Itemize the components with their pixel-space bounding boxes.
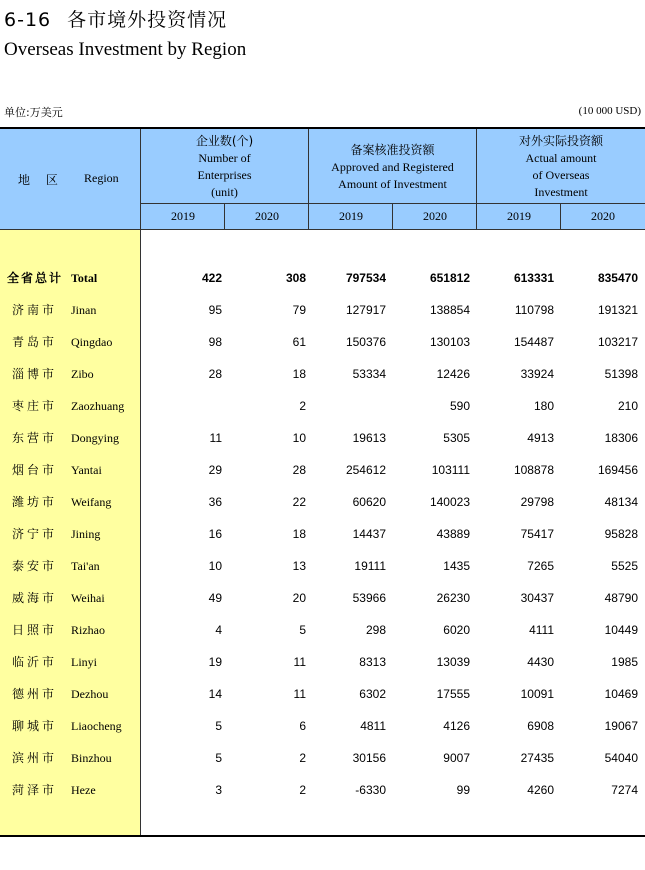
table-row — [0, 430, 645, 462]
region-name-cn: 临沂市 — [12, 655, 58, 669]
cell-actual-2019: 4260 — [527, 783, 554, 797]
region-name-en: Heze — [71, 783, 96, 797]
region-name-en: Tai'an — [71, 559, 100, 573]
cell-approved-2020: 5305 — [443, 431, 470, 445]
region-name-cn: 泰安市 — [12, 559, 58, 573]
header-enterprises-en3: (unit) — [211, 185, 238, 199]
region-name-en: Rizhao — [71, 623, 105, 637]
cell-actual-2019: 75417 — [520, 527, 554, 541]
header-enterprises — [141, 133, 308, 201]
cell-enterprises-2019: 4 — [215, 623, 222, 637]
cell-enterprises-2020: 11 — [293, 687, 306, 701]
year-header: 2020 — [591, 209, 615, 223]
cell-actual-2019: 6908 — [527, 719, 554, 733]
cell-enterprises-2020: 6 — [299, 719, 306, 733]
cell-enterprises-2020: 22 — [292, 495, 306, 509]
header-approved-investment — [309, 142, 476, 193]
unit-label-en: (10 000 USD) — [578, 105, 641, 117]
table-row — [0, 526, 645, 558]
region-name-cn: 潍坊市 — [12, 495, 58, 509]
region-name-en: Dongying — [71, 431, 119, 445]
header-approved-en2: Amount of Investment — [338, 177, 447, 191]
year-header: 2020 — [423, 209, 447, 223]
region-name-en: Total — [71, 271, 98, 285]
cell-approved-2020: 13039 — [436, 655, 470, 669]
table-title-cn — [4, 5, 227, 32]
year-header: 2019 — [339, 209, 363, 223]
cell-approved-2019: 19111 — [354, 559, 386, 573]
divider — [140, 203, 645, 204]
divider — [0, 229, 645, 230]
cell-actual-2019: 110798 — [514, 303, 554, 317]
cell-actual-2019: 154487 — [513, 335, 554, 349]
cell-enterprises-2019: 14 — [208, 687, 222, 701]
region-name-cn: 济宁市 — [12, 527, 58, 541]
cell-actual-2020: 51398 — [604, 367, 638, 381]
table-title-en: Overseas Investment by Region — [4, 39, 247, 60]
header-enterprises-en2: Enterprises — [197, 168, 252, 182]
cell-enterprises-2019: 5 — [215, 719, 222, 733]
cell-enterprises-2020: 5 — [299, 623, 306, 637]
cell-approved-2019: -6330 — [355, 783, 386, 797]
cell-approved-2019: 797534 — [345, 271, 386, 285]
cell-actual-2020: 95828 — [604, 527, 638, 541]
cell-enterprises-2019: 10 — [208, 559, 222, 573]
cell-enterprises-2020: 18 — [292, 527, 306, 541]
cell-enterprises-2019: 19 — [208, 655, 222, 669]
cell-enterprises-2019: 3 — [215, 783, 222, 797]
region-name-cn: 烟台市 — [12, 463, 58, 477]
cell-actual-2020: 835470 — [597, 271, 638, 285]
top-rule — [0, 127, 645, 129]
cell-enterprises-2020: 2 — [299, 399, 306, 413]
cell-actual-2020: 18306 — [604, 431, 638, 445]
cell-approved-2020: 140023 — [429, 495, 470, 509]
cell-approved-2020: 6020 — [443, 623, 470, 637]
table-row — [0, 782, 645, 814]
cell-actual-2020: 5525 — [611, 559, 638, 573]
cell-actual-2020: 191321 — [597, 303, 638, 317]
table-row — [0, 654, 645, 686]
cell-enterprises-2020: 308 — [285, 271, 306, 285]
cell-approved-2019: 30156 — [352, 751, 386, 765]
table-row — [0, 622, 645, 654]
table-row — [0, 750, 645, 782]
cell-approved-2019: 60620 — [352, 495, 386, 509]
cell-enterprises-2019: 98 — [208, 335, 222, 349]
cell-approved-2020: 99 — [456, 783, 470, 797]
year-header: 2019 — [507, 209, 531, 223]
cell-enterprises-2020: 2 — [299, 751, 306, 765]
region-name-cn: 日照市 — [12, 623, 58, 637]
cell-enterprises-2020: 79 — [292, 303, 306, 317]
region-name-en: Zaozhuang — [71, 399, 125, 413]
table-row — [0, 494, 645, 526]
region-name-cn: 聊城市 — [12, 719, 58, 733]
cell-actual-2019: 613331 — [513, 271, 554, 285]
cell-approved-2020: 26230 — [436, 591, 470, 605]
region-header-en: Region — [84, 171, 119, 185]
region-header-cn: 地 区 — [18, 173, 64, 187]
cell-enterprises-2020: 28 — [292, 463, 306, 477]
cell-actual-2020: 19067 — [604, 719, 638, 733]
header-approved-en1: Approved and Registered — [331, 160, 454, 174]
header-approved-cn: 备案核准投资额 — [350, 143, 435, 157]
table-row — [0, 302, 645, 334]
cell-actual-2020: 48790 — [604, 591, 638, 605]
cell-approved-2020: 12426 — [436, 367, 470, 381]
table-row — [0, 462, 645, 494]
cell-enterprises-2019: 422 — [201, 271, 222, 285]
cell-actual-2020: 1985 — [611, 655, 638, 669]
cell-actual-2019: 29798 — [520, 495, 554, 509]
region-name-cn: 济南市 — [12, 303, 58, 317]
cell-actual-2020: 7274 — [611, 783, 638, 797]
table-row — [0, 590, 645, 622]
cell-actual-2020: 10449 — [604, 623, 638, 637]
cell-actual-2020: 48134 — [604, 495, 638, 509]
cell-approved-2019: 19613 — [352, 431, 386, 445]
cell-actual-2019: 4111 — [529, 623, 554, 637]
cell-enterprises-2020: 61 — [292, 335, 306, 349]
cell-approved-2020: 103111 — [431, 463, 470, 477]
header-actual-en3: Investment — [534, 185, 588, 199]
region-name-cn: 全省总计 — [7, 271, 64, 285]
cell-actual-2019: 27435 — [520, 751, 554, 765]
cell-actual-2020: 10469 — [604, 687, 638, 701]
cell-enterprises-2020: 20 — [292, 591, 306, 605]
table-row — [0, 366, 645, 398]
region-name-en: Weihai — [71, 591, 105, 605]
cell-actual-2020: 169456 — [597, 463, 638, 477]
cell-enterprises-2020: 10 — [292, 431, 306, 445]
cell-enterprises-2019: 49 — [208, 591, 222, 605]
table-row — [0, 334, 645, 366]
region-name-en: Jining — [71, 527, 101, 541]
table-row-total — [0, 270, 645, 302]
cell-approved-2020: 17555 — [436, 687, 470, 701]
table-title-cn-text: 各市境外投资情况 — [67, 9, 228, 31]
cell-approved-2020: 130103 — [429, 335, 470, 349]
cell-approved-2019: 53334 — [352, 367, 386, 381]
cell-actual-2019: 108878 — [513, 463, 554, 477]
cell-approved-2019: 254612 — [345, 463, 386, 477]
year-header: 2020 — [255, 209, 279, 223]
cell-actual-2019: 7265 — [527, 559, 554, 573]
region-name-cn: 威海市 — [12, 591, 58, 605]
region-name-cn: 菏泽市 — [12, 783, 58, 797]
cell-approved-2020: 138854 — [429, 303, 470, 317]
header-actual-en1: Actual amount — [525, 151, 597, 165]
cell-enterprises-2020: 13 — [292, 559, 306, 573]
cell-enterprises-2019: 29 — [208, 463, 222, 477]
header-actual-cn: 对外实际投资额 — [518, 134, 603, 148]
year-header: 2019 — [171, 209, 195, 223]
header-enterprises-cn: 企业数(个) — [195, 134, 254, 148]
region-name-cn: 枣庄市 — [12, 399, 58, 413]
cell-approved-2019: 127917 — [345, 303, 386, 317]
cell-approved-2020: 4126 — [443, 719, 470, 733]
region-name-cn: 滨州市 — [12, 751, 58, 765]
cell-actual-2020: 103217 — [597, 335, 638, 349]
cell-actual-2019: 30437 — [520, 591, 554, 605]
region-name-cn: 青岛市 — [12, 335, 58, 349]
cell-enterprises-2019: 28 — [208, 367, 222, 381]
cell-actual-2019: 4913 — [527, 431, 554, 445]
region-name-en: Weifang — [71, 495, 112, 509]
cell-approved-2020: 1435 — [443, 559, 470, 573]
cell-approved-2020: 43889 — [436, 527, 470, 541]
region-name-cn: 淄博市 — [12, 367, 58, 381]
cell-enterprises-2020: 2 — [299, 783, 306, 797]
cell-approved-2019: 6302 — [359, 687, 386, 701]
cell-approved-2019: 14437 — [352, 527, 386, 541]
cell-approved-2019: 53966 — [352, 591, 386, 605]
header-enterprises-en1: Number of — [198, 151, 251, 165]
region-name-en: Binzhou — [71, 751, 112, 765]
cell-enterprises-2020: 18 — [292, 367, 306, 381]
bottom-rule — [0, 835, 645, 837]
region-name-en: Linyi — [71, 655, 97, 669]
cell-approved-2019: 150376 — [345, 335, 386, 349]
region-name-cn: 东营市 — [12, 431, 58, 445]
header-actual-investment — [477, 133, 645, 201]
cell-actual-2019: 180 — [533, 399, 554, 413]
cell-approved-2020: 590 — [449, 399, 470, 413]
region-name-en: Jinan — [71, 303, 97, 317]
cell-enterprises-2019: 11 — [209, 431, 222, 445]
cell-approved-2020: 651812 — [429, 271, 470, 285]
cell-enterprises-2020: 11 — [293, 655, 306, 669]
cell-approved-2019: 4811 — [360, 719, 386, 733]
region-name-en: Dezhou — [71, 687, 109, 701]
header-actual-en2: of Overseas — [532, 168, 590, 182]
region-name-en: Zibo — [71, 367, 94, 381]
cell-approved-2019: 298 — [365, 623, 386, 637]
cell-actual-2019: 33924 — [520, 367, 554, 381]
table-number: 6-16 — [4, 9, 52, 31]
cell-approved-2020: 9007 — [443, 751, 470, 765]
region-name-en: Qingdao — [71, 335, 113, 349]
cell-approved-2019: 8313 — [359, 655, 386, 669]
table-row — [0, 718, 645, 750]
cell-actual-2019: 10091 — [520, 687, 554, 701]
region-name-en: Yantai — [71, 463, 102, 477]
cell-enterprises-2019: 16 — [208, 527, 222, 541]
table-row — [0, 558, 645, 590]
cell-actual-2019: 4430 — [527, 655, 554, 669]
table-row — [0, 686, 645, 718]
cell-actual-2020: 54040 — [604, 751, 638, 765]
unit-label-cn: 单位:万美元 — [4, 106, 63, 119]
cell-actual-2020: 210 — [617, 399, 638, 413]
table-row — [0, 398, 645, 430]
region-name-en: Liaocheng — [71, 719, 122, 733]
cell-enterprises-2019: 95 — [208, 303, 222, 317]
cell-enterprises-2019: 36 — [208, 495, 222, 509]
cell-enterprises-2019: 5 — [215, 751, 222, 765]
region-name-cn: 德州市 — [12, 687, 58, 701]
